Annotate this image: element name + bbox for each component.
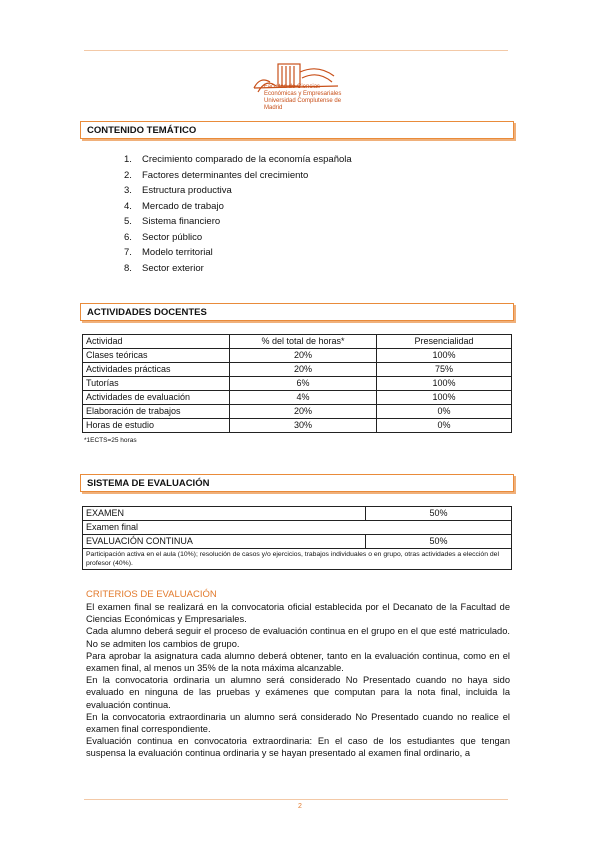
table-cell: 20% [230,363,377,377]
table-cell: 75% [377,363,512,377]
list-item: 2. Factores determinantes del crecimiento [124,169,309,181]
table-row [83,391,512,405]
criteria-title: CRITERIOS DE EVALUACIÓN [86,589,217,600]
table-cell: 100% [377,349,512,363]
table-cell: Actividades prácticas [83,363,230,377]
table-row [83,535,512,549]
list-item: 7. Modelo territorial [124,247,213,258]
table-cell: EVALUACIÓN CONTINUA [83,535,366,549]
table-cell: 6% [230,377,377,391]
table-header-cell: % del total de horas* [230,335,377,349]
section-title-contenido: CONTENIDO TEMÁTICO [80,121,514,139]
table-cell: 0% [377,405,512,419]
section-title-actividades: ACTIVIDADES DOCENTES [80,303,514,321]
table-row [83,549,512,570]
table-row [83,419,512,433]
criteria-body [86,601,510,760]
table-cell: Horas de estudio [83,419,230,433]
topics-list [124,152,352,276]
table-cell: Participación activa en el aula (10%); resolución de casos y/o ejercicios, trabajos individuales o en grupo, otras actividades a elección del profesor (40%). [83,549,512,570]
evaluation-table [82,506,512,570]
table-cell: 20% [230,349,377,363]
paragraph: Cada alumno deberá seguir el proceso de evaluación continua en el grupo en el que esté matriculado. No se admiten los cambios de grupo. [86,626,510,649]
list-item: 4. Mercado de trabajo [124,200,224,212]
list-item: 5. Sistema financiero [124,216,221,227]
list-item: 6. Sector público [124,231,203,243]
table-cell: 50% [366,535,512,549]
ects-note: *1ECTS=25 horas [84,437,137,444]
table-cell: Actividades de evaluación [83,391,230,405]
paragraph: El examen final se realizará en la convocatoria oficial establecida por el Decanato de la Facultad de Ciencias Económicas y Empresariales. [86,602,510,625]
paragraph: En la convocatoria extraordinaria un alumno será considerado No Presentado cuando no realice el examen final correspondiente. [86,711,510,735]
table-cell: 100% [377,391,512,405]
paragraph: Evaluación continua en convocatoria extraordinaria: En el caso de los estudiantes que tengan suspensa la evaluación continua ordinaria y se hayan presentado al examen final ordinario, a [86,736,510,759]
paragraph: En la convocatoria ordinaria un alumno será considerado No Presentado cuando no haya sido evaluado en ninguna de las pruebas y exámenes que computan para la nota final, incluida la evaluación continua. [86,675,510,710]
table-cell: Elaboración de trabajos [83,405,230,419]
list-item: 1. Crecimiento comparado de la economía española [124,154,352,165]
table-row [83,349,512,363]
table-cell: EXAMEN [83,507,366,521]
section-title-evaluacion: SISTEMA DE EVALUACIÓN [80,474,514,492]
table-row [83,377,512,391]
table-cell: 100% [377,377,512,391]
table-row [83,507,512,521]
table-header-cell: Presencialidad [377,335,512,349]
table-cell: 0% [377,419,512,433]
table-cell: 30% [230,419,377,433]
table-cell: 4% [230,391,377,405]
faculty-logo-text: Facultad de Ciencias Económicas y Empresariales Universidad Complutense de Madrid [264,84,342,111]
table-cell: Examen final [83,521,512,535]
table-header-cell: Actividad [83,335,230,349]
header-rule [84,50,508,51]
table-row [83,363,512,377]
page-number: 2 [298,803,302,810]
table-row [83,521,512,535]
table-cell: Clases teóricas [83,349,230,363]
paragraph: Para aprobar la asignatura cada alumno deberá obtener, tanto en la evaluación continua, como en el examen final, al menos un 35% de la nota máxima alcanzable. [86,650,510,674]
footer-rule [84,799,508,800]
table-row [83,405,512,419]
list-item: 3. Estructura productiva [124,185,232,196]
activities-table [82,334,512,433]
table-header-row [83,335,512,349]
table-cell: Tutorías [83,377,230,391]
list-item: 8. Sector exterior [124,262,204,274]
table-cell: 50% [366,507,512,521]
table-cell: 20% [230,405,377,419]
